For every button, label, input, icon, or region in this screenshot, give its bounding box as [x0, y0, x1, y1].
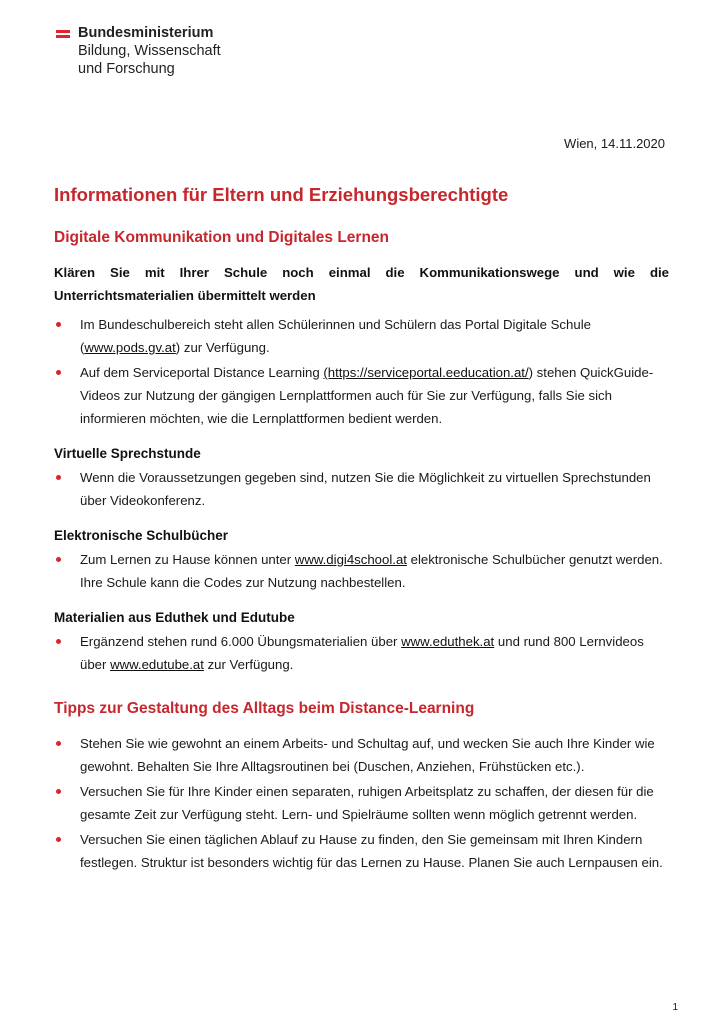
list-item: Versuchen Sie einen täglichen Ablauf zu Hause zu finden, den Sie gemeinsam mit Ihren Kindern festlegen. Struktur ist besonders wichtig für das Lernen zu Hause. Planen Sie auch Lernpausen ein.: [54, 828, 669, 874]
page-number: 1: [672, 1002, 678, 1013]
list-item: Im Bundeschulbereich steht allen Schülerinnen und Schülern das Portal Digitale Schule (www.pods.gv.at) zur Verfügung.: [54, 313, 669, 359]
list-item: Ergänzend stehen rund 6.000 Übungsmaterialien über www.eduthek.at und rund 800 Lernvideos über www.edutube.at zur Verfügung.: [54, 630, 669, 676]
section-heading-digital: Digitale Kommunikation und Digitales Lernen: [54, 229, 390, 246]
subheading-materialien: Materialien aus Eduthek und Edutube: [54, 610, 295, 625]
edutube-link[interactable]: www.edutube.at: [110, 657, 204, 672]
tipps-list: [54, 732, 669, 874]
materialien-list: [54, 630, 669, 676]
list-item: Stehen Sie wie gewohnt an einem Arbeits- und Schultag auf, und wecken Sie auch Ihre Kinder wie gewohnt. Behalten Sie Ihre Alltagsroutinen bei (Duschen, Anziehen, Frühstücken etc.).: [54, 732, 669, 778]
ministry-name: [78, 24, 221, 78]
subheading-sprechstunde: Virtuelle Sprechstunde: [54, 446, 201, 461]
sprechstunde-list: [54, 466, 669, 512]
serviceportal-link[interactable]: (https://serviceportal.eeducation.at/: [323, 365, 529, 380]
bullet-icon: [56, 370, 61, 375]
bullet-icon: [56, 475, 61, 480]
bullet-icon: [56, 789, 61, 794]
org-line-2: Bildung, Wissenschaft: [78, 43, 221, 59]
list-item: Wenn die Voraussetzungen gegeben sind, nutzen Sie die Möglichkeit zu virtuellen Sprechstunden über Videokonferenz.: [54, 466, 669, 512]
bullet-icon: [56, 639, 61, 644]
org-line-1: Bundesministerium: [78, 25, 214, 41]
eduthek-link[interactable]: www.eduthek.at: [401, 634, 495, 649]
document-body: [54, 184, 669, 876]
bullet-icon: [56, 322, 61, 327]
section-heading-tipps: Tipps zur Gestaltung des Alltags beim Distance-Learning: [54, 700, 475, 717]
digital-list: [54, 313, 669, 430]
bullet-icon: [56, 837, 61, 842]
pods-link[interactable]: www.pods.gv.at: [84, 340, 176, 355]
document-date: Wien, 14.11.2020: [564, 136, 665, 151]
list-item: Versuchen Sie für Ihre Kinder einen separaten, ruhigen Arbeitsplatz zu schaffen, der diesen für die gesamte Zeit zur Verfügung steht. Lern- und Spielräume sollten wenn möglich getrennt werden.: [54, 780, 669, 826]
bullet-icon: [56, 741, 61, 746]
section-lead: Klären Sie mit Ihrer Schule noch einmal die Kommunikationswege und wie die Unterrichtsmaterialien übermittelt werden: [54, 265, 669, 303]
bullet-icon: [56, 557, 61, 562]
list-item: Zum Lernen zu Hause können unter www.digi4school.at elektronische Schulbücher genutzt werden. Ihre Schule kann die Codes zur Nutzung nachbestellen.: [54, 548, 669, 594]
digi4school-link[interactable]: www.digi4school.at: [294, 552, 407, 567]
list-item: Auf dem Serviceportal Distance Learning (https://serviceportal.eeducation.at/) stehen QuickGuide-Videos zur Nutzung der gängigen Lernplattformen auch für Sie zur Verfügung, falls Sie sich informieren möchten, wie die Lernplattformen bedient werden.: [54, 361, 669, 430]
schulbuecher-list: [54, 548, 669, 594]
austrian-flag-icon: [56, 30, 70, 40]
document-title: Informationen für Eltern und Erziehungsberechtigte: [54, 184, 509, 205]
subheading-schulbuecher: Elektronische Schulbücher: [54, 528, 229, 543]
org-line-3: und Forschung: [78, 61, 175, 77]
